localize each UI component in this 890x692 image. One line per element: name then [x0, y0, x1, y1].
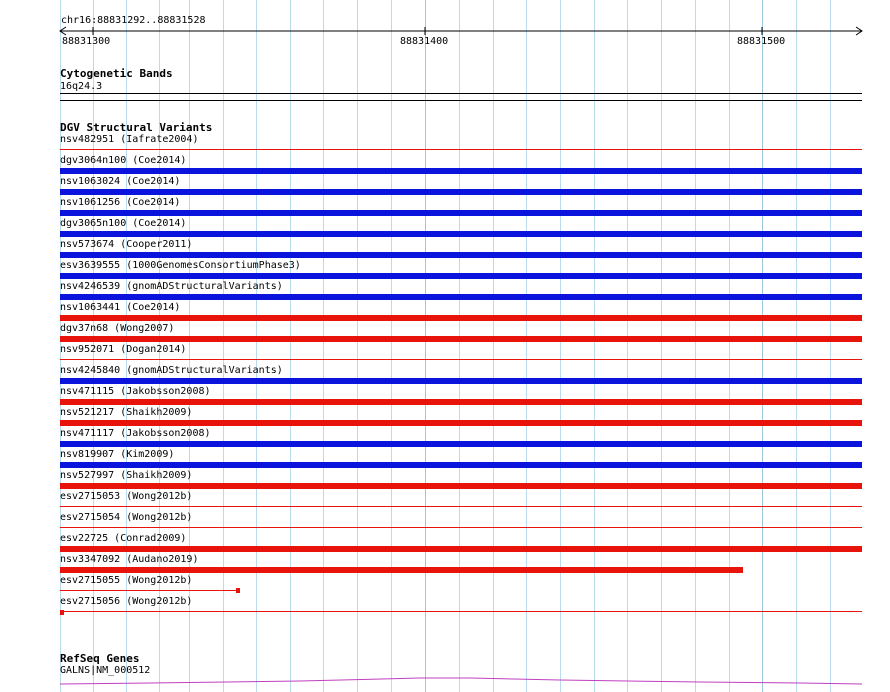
position-label: chr16:88831292..88831528: [61, 15, 206, 26]
cytoband-band-bottom: [60, 100, 862, 101]
dgv-feature-label[interactable]: nsv1063441 (Coe2014): [60, 302, 181, 313]
grid-line: [729, 0, 730, 692]
dgv-feature-line[interactable]: [60, 506, 862, 507]
grid-line: [290, 0, 291, 692]
dgv-feature-label[interactable]: nsv573674 (Cooper2011): [60, 239, 193, 250]
dgv-feature-bar[interactable]: [60, 315, 862, 321]
dgv-track-title: DGV Structural Variants: [60, 121, 213, 134]
dgv-feature-label[interactable]: nsv471117 (Jakobsson2008): [60, 428, 211, 439]
dgv-feature-bar[interactable]: [60, 420, 862, 426]
grid-line: [661, 0, 662, 692]
dgv-feature-label[interactable]: dgv3064n100 (Coe2014): [60, 155, 187, 166]
grid-line: [560, 0, 561, 692]
dgv-feature-label[interactable]: nsv4245840 (gnomADStructuralVariants): [60, 365, 283, 376]
dgv-feature-bar[interactable]: [60, 483, 862, 489]
grid-line: [459, 0, 460, 692]
grid-line: [223, 0, 224, 692]
dgv-feature-label[interactable]: esv22725 (Conrad2009): [60, 533, 187, 544]
dgv-feature-label[interactable]: dgv37n68 (Wong2007): [60, 323, 175, 334]
dgv-feature-bar[interactable]: [60, 252, 862, 258]
dgv-feature-bar[interactable]: [60, 294, 862, 300]
grid-line: [695, 0, 696, 692]
gene-model[interactable]: [0, 672, 890, 692]
grid-line: [357, 0, 358, 692]
dgv-feature-bar[interactable]: [60, 231, 862, 237]
dgv-feature-bar[interactable]: [60, 210, 862, 216]
gene-label[interactable]: GALNS|NM_000512: [60, 665, 151, 676]
dgv-feature-label[interactable]: nsv3347092 (Audano2019): [60, 554, 199, 565]
cytoband-track-title: Cytogenetic Bands: [60, 67, 173, 80]
dgv-feature-label[interactable]: nsv1063024 (Coe2014): [60, 176, 181, 187]
dgv-feature-bar[interactable]: [60, 567, 743, 573]
dgv-feature-label[interactable]: nsv819907 (Kim2009): [60, 449, 175, 460]
refseq-track-title: RefSeq Genes: [60, 652, 140, 665]
dgv-feature-label[interactable]: nsv471115 (Jakobsson2008): [60, 386, 211, 397]
grid-line: [391, 0, 392, 692]
dgv-feature-bar[interactable]: [60, 273, 862, 279]
grid-line: [627, 0, 628, 692]
dgv-feature-line[interactable]: [60, 611, 862, 612]
dgv-feature-label[interactable]: nsv527997 (Shaikh2009): [60, 470, 193, 481]
dgv-feature-bar[interactable]: [60, 168, 862, 174]
grid-line: [796, 0, 797, 692]
dgv-feature-label[interactable]: nsv521217 (Shaikh2009): [60, 407, 193, 418]
dgv-feature-bar[interactable]: [60, 378, 862, 384]
grid-line: [189, 0, 190, 692]
ruler-tick-label: 88831300: [62, 36, 111, 47]
dgv-feature-label[interactable]: nsv1061256 (Coe2014): [60, 197, 181, 208]
grid-line: [493, 0, 494, 692]
grid-line: [594, 0, 595, 692]
dgv-feature-label[interactable]: esv2715055 (Wong2012b): [60, 575, 193, 586]
grid-line: [323, 0, 324, 692]
dgv-feature-label[interactable]: nsv4246539 (gnomADStructuralVariants): [60, 281, 283, 292]
dgv-feature-bar[interactable]: [60, 462, 862, 468]
dgv-feature-line[interactable]: [60, 359, 862, 360]
dgv-feature-bar[interactable]: [60, 336, 862, 342]
dgv-feature-bar[interactable]: [60, 189, 862, 195]
grid-line: [256, 0, 257, 692]
dgv-feature-line[interactable]: [60, 527, 862, 528]
dgv-feature-line[interactable]: [60, 590, 236, 591]
dgv-feature-label[interactable]: dgv3065n100 (Coe2014): [60, 218, 187, 229]
ruler-tick-label: 88831400: [400, 36, 449, 47]
cytoband-band-top: [60, 93, 862, 94]
dgv-feature-label[interactable]: esv2715054 (Wong2012b): [60, 512, 193, 523]
grid-line: [830, 0, 831, 692]
dgv-feature-bar[interactable]: [60, 546, 862, 552]
dgv-feature-label[interactable]: esv2715053 (Wong2012b): [60, 491, 193, 502]
dgv-feature-label[interactable]: nsv482951 (Iafrate2004): [60, 134, 199, 145]
dgv-feature-bar[interactable]: [60, 441, 862, 447]
grid-line: [526, 0, 527, 692]
grid-line: [425, 0, 426, 692]
dgv-feature-label[interactable]: esv2715056 (Wong2012b): [60, 596, 193, 607]
dgv-feature-label[interactable]: esv3639555 (1000GenomesConsortiumPhase3): [60, 260, 301, 271]
dgv-feature-bar[interactable]: [60, 399, 862, 405]
ruler-tick-label: 88831500: [737, 36, 786, 47]
dgv-feature-cap[interactable]: [236, 588, 240, 593]
dgv-feature-label[interactable]: nsv952071 (Dogan2014): [60, 344, 187, 355]
cytoband-label[interactable]: 16q24.3: [60, 81, 103, 92]
grid-line: [762, 0, 763, 692]
dgv-feature-line[interactable]: [60, 149, 862, 150]
